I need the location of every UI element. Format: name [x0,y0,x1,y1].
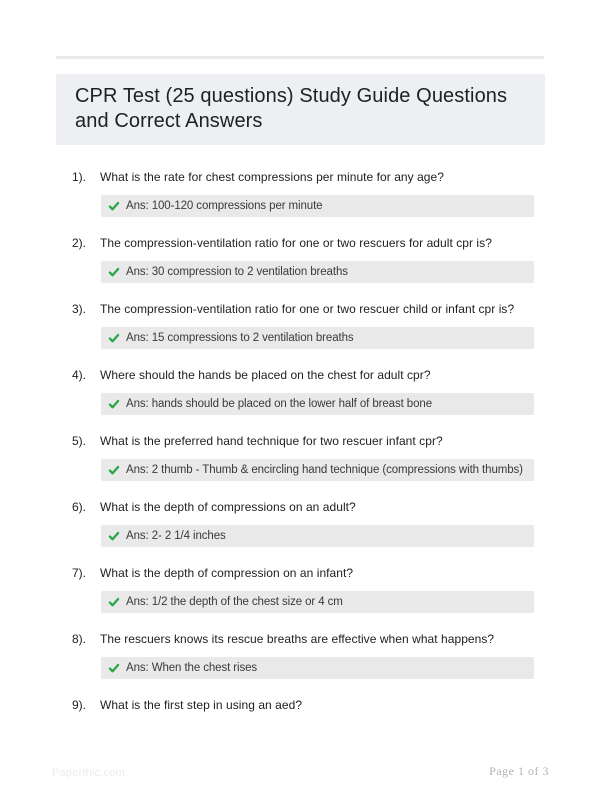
question-list [56,170,550,712]
checkmark-icon [108,596,120,608]
question-block-3 [56,302,550,349]
question-text: Where should the hands be placed on the chest for adult cpr? [100,368,431,382]
answer-box [101,459,534,481]
document-title [56,74,545,145]
question-number: 4). [72,368,87,382]
question-text: What is the depth of compressions on an adult? [100,500,356,514]
answer-box [101,393,534,415]
checkmark-icon [108,266,120,278]
question-block-9 [56,698,550,712]
checkmark-icon [108,662,120,674]
question-number: 9). [72,698,87,712]
answer-text: Ans: 2- 2 1/4 inches [126,530,226,542]
checkmark-icon [108,332,120,344]
question-text: What is the rate for chest compressions per minute for any age? [100,170,444,184]
question-block-2 [56,236,550,283]
question-text: The compression-ventilation ratio for one or two rescuers for adult cpr is? [100,236,492,250]
checkmark-icon [108,464,120,476]
question-number: 2). [72,236,87,250]
answer-text: Ans: 2 thumb - Thumb & encircling hand technique (compressions with thumbs) [126,464,523,476]
question-number: 3). [72,302,87,316]
answer-box [101,327,534,349]
question-block-8 [56,632,550,679]
answer-text: Ans: When the chest rises [126,662,258,674]
watermark-text: Paperthic.com [52,767,125,779]
answer-box [101,525,534,547]
answer-text: Ans: 1/2 the depth of the chest size or 4 cm [126,596,343,608]
question-text: What is the first step in using an aed? [100,698,303,712]
answer-text: Ans: hands should be placed on the lower half of breast bone [126,398,432,410]
answer-text: Ans: 100-120 compressions per minute [126,200,323,212]
question-text: The compression-ventilation ratio for one or two rescuer child or infant cpr is? [100,302,515,316]
question-block-1 [56,170,550,217]
question-block-5 [56,434,550,481]
page-top-divider [56,56,544,59]
question-text: The rescuers knows its rescue breaths are effective when what happens? [100,632,495,646]
document-title-line2: and Correct Answers [75,110,263,132]
question-block-7 [56,566,550,613]
answer-box [101,591,534,613]
question-number: 1). [72,170,87,184]
answer-text: Ans: 30 compression to 2 ventilation breaths [126,266,348,278]
document-title-line1: CPR Test (25 questions) Study Guide Questions [75,85,508,107]
question-block-6 [56,500,550,547]
checkmark-icon [108,398,120,410]
question-text: What is the preferred hand technique for two rescuer infant cpr? [100,434,443,448]
question-number: 5). [72,434,87,448]
question-number: 8). [72,632,87,646]
page-number: Page 1 of 3 [489,764,549,778]
answer-box [101,657,534,679]
answer-box [101,261,534,283]
question-block-4 [56,368,550,415]
answer-box [101,195,534,217]
question-number: 6). [72,500,87,514]
answer-text: Ans: 15 compressions to 2 ventilation breaths [126,332,354,344]
question-number: 7). [72,566,87,580]
question-text: What is the depth of compression on an infant? [100,566,354,580]
checkmark-icon [108,200,120,212]
checkmark-icon [108,530,120,542]
